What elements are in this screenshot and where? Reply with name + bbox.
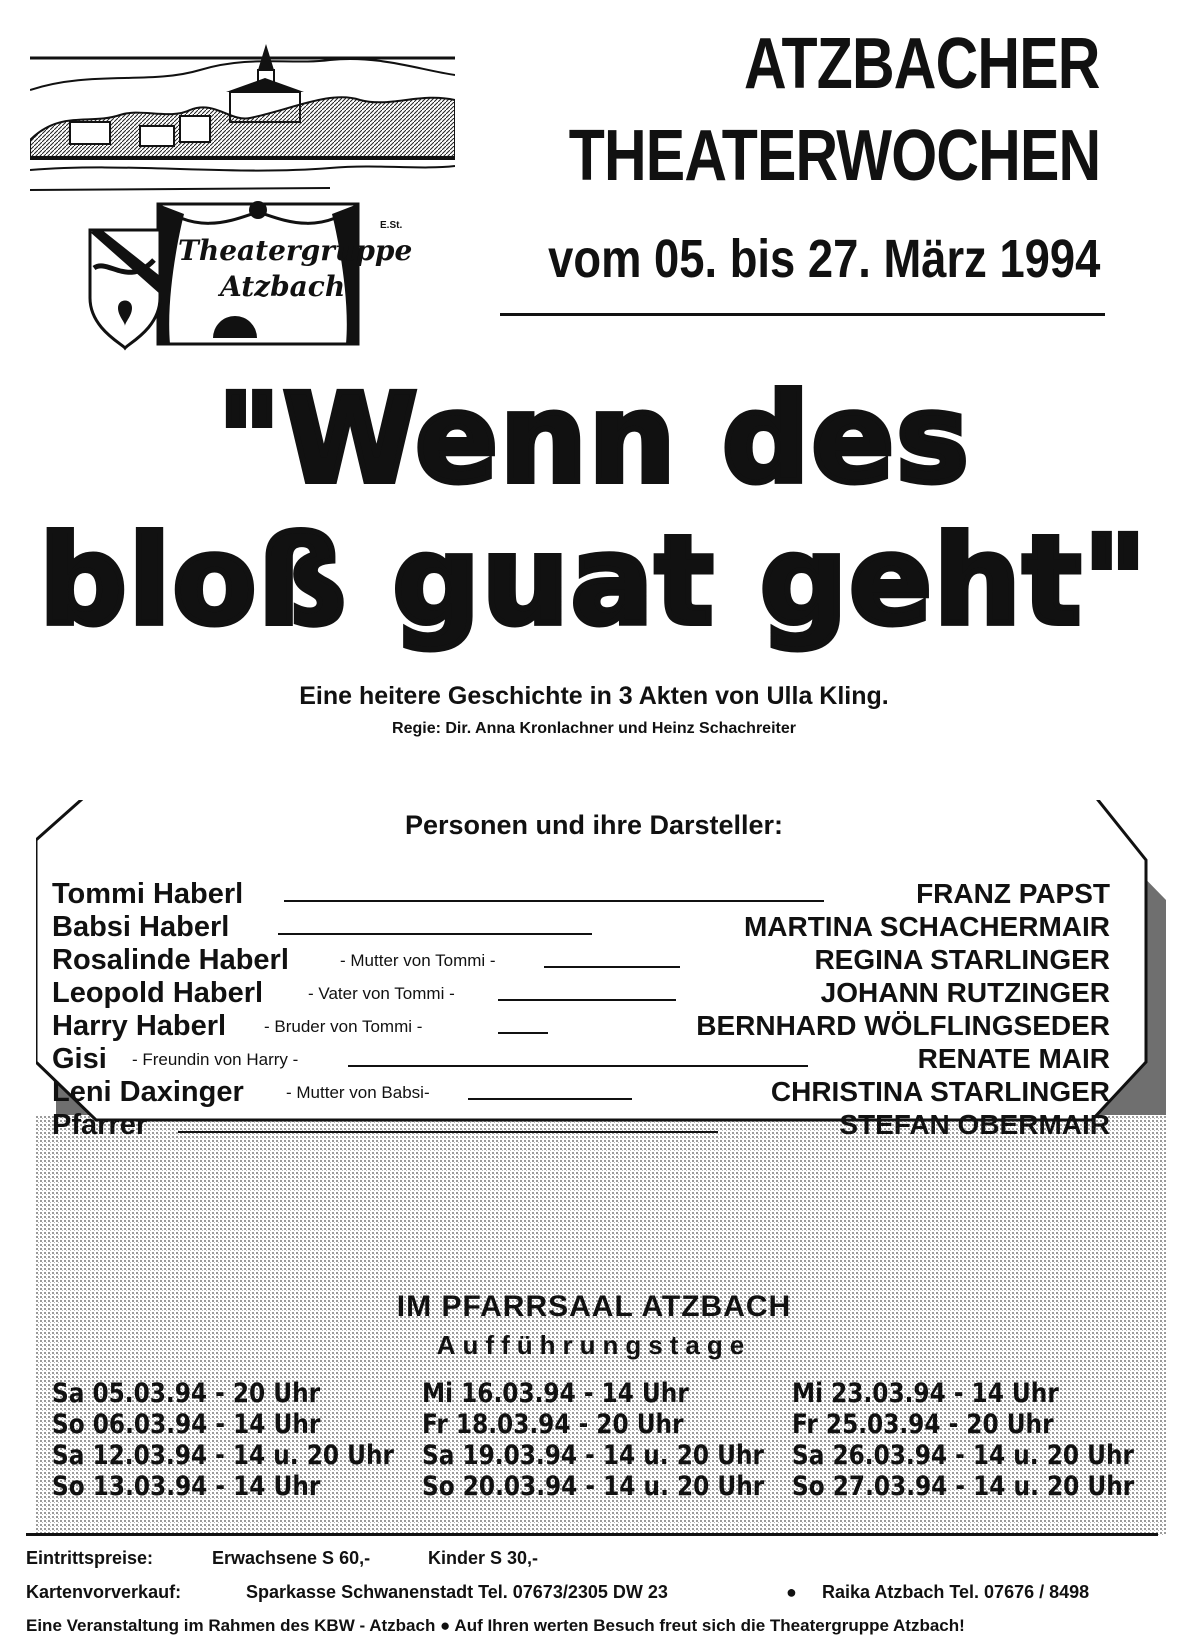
leader-line [544,966,680,968]
cast-role: Pfarrer [52,1109,148,1141]
price-children: Kinder S 30,- [428,1548,539,1568]
cast-actor: FRANZ PAPST [916,878,1110,909]
schedule-column-3 [792,1378,1134,1502]
cast-row [52,1109,1110,1141]
leader-line [178,1131,718,1133]
venue-name: IM PFARRSAAL ATZBACH [396,1290,792,1323]
footer-divider [26,1533,1158,1536]
cast-role: Leopold Haberl [52,977,264,1009]
cast-row [52,911,1110,943]
cast-note: - Freundin von Harry - [132,1050,299,1069]
play-director: Regie: Dir. Anna Kronlachner und Heinz Schachreiter [392,720,796,737]
cast-note: - Mutter von Babsi- [286,1083,430,1102]
schedule-entry: Sa 12.03.94 - 14 u. 20 Uhr [52,1440,394,1471]
header-title-line2: THEATERWOCHEN [568,116,1100,196]
cast-actor: CHRISTINA STARLINGER [770,1076,1110,1107]
cast-row [52,1076,1110,1108]
cast-note: - Mutter von Tommi - [340,951,496,970]
theatergruppe-logo [88,198,413,358]
cast-actor: MARTINA SCHACHERMAIR [743,911,1110,942]
schedule-entry: Fr 25.03.94 - 20 Uhr [792,1409,1054,1440]
leader-line [278,933,592,935]
leader-line [498,1032,548,1034]
cast-role: Tommi Haberl [52,878,244,910]
schedule-entry: Mi 16.03.94 - 14 Uhr [422,1378,689,1409]
play-subtitle: Eine heitere Geschichte in 3 Akten von Ulla Kling. [299,682,889,710]
presale-sparkasse: Sparkasse Schwanenstadt Tel. 07673/2305 DW 23 [246,1582,668,1602]
cast-row [52,944,1110,976]
price-adults: Erwachsene S 60,- [212,1548,371,1568]
schedule-entry: So 13.03.94 - 14 Uhr [52,1471,321,1502]
performance-days-label: Aufführungstage [436,1330,752,1360]
leader-line [498,999,676,1001]
header-divider [500,313,1105,316]
schedule-entry: Mi 23.03.94 - 14 Uhr [792,1378,1059,1409]
festival-dates: vom 05. bis 27. März 1994 [547,229,1100,289]
cast-role: Harry Haberl [52,1010,227,1042]
prices-label: Eintrittspreise: [26,1548,154,1568]
logo-text-line1: Theatergruppe [178,234,413,267]
cast-row [52,1043,1110,1075]
cast-note: - Bruder von Tommi - [264,1017,423,1036]
schedule-entry: So 27.03.94 - 14 u. 20 Uhr [792,1471,1135,1502]
presale-raika: Raika Atzbach Tel. 07676 / 8498 [822,1582,1090,1602]
play-title-line2: bloß guat geht" [39,510,1149,652]
cast-actor: REGINA STARLINGER [814,944,1110,975]
cast-actor: RENATE MAIR [917,1043,1110,1074]
logo-initials: E.St. [380,220,403,231]
schedule-entry: Sa 19.03.94 - 14 u. 20 Uhr [422,1440,764,1471]
cast-role: Babsi Haberl [52,911,230,943]
schedule-entry: So 06.03.94 - 14 Uhr [52,1409,321,1440]
cast-row [52,878,1110,910]
leader-line [468,1098,632,1100]
schedule-entry: Sa 26.03.94 - 14 u. 20 Uhr [792,1440,1134,1471]
event-note: Eine Veranstaltung im Rahmen des KBW - Atzbach ● Auf Ihren werten Besuch freut sich die Theatergruppe Atzbach! [26,1616,965,1635]
cast-note: - Vater von Tommi - [308,984,455,1003]
schedule-entry: Fr 18.03.94 - 20 Uhr [422,1409,684,1440]
play-title-line1: "Wenn des [217,368,971,510]
schedule-entry: So 20.03.94 - 14 u. 20 Uhr [422,1471,765,1502]
cast-actor: BERNHARD WÖLFLINGSEDER [696,1010,1110,1041]
bullet-icon: ● [786,1582,797,1602]
cast-row [52,1010,1110,1042]
cast-actor: JOHANN RUTZINGER [820,977,1110,1008]
cast-role: Gisi [52,1043,107,1075]
cast-row [52,977,1110,1009]
schedule-entry: Sa 05.03.94 - 20 Uhr [52,1378,321,1409]
cast-actor: STEFAN OBERMAIR [839,1109,1110,1140]
cast-role: Rosalinde Haberl [52,944,289,976]
header-title-line1: ATZBACHER [744,24,1100,104]
cast-role: Leni Daxinger [52,1076,244,1108]
schedule-column-2 [422,1378,764,1502]
leader-line [348,1065,808,1067]
cast-heading: Personen und ihre Darsteller: [404,810,784,840]
village-illustration [30,30,455,200]
presale-label: Kartenvorverkauf: [26,1582,182,1602]
logo-text-line2: Atzbach [220,270,346,303]
schedule-column-1 [52,1378,394,1502]
leader-line [284,900,824,902]
